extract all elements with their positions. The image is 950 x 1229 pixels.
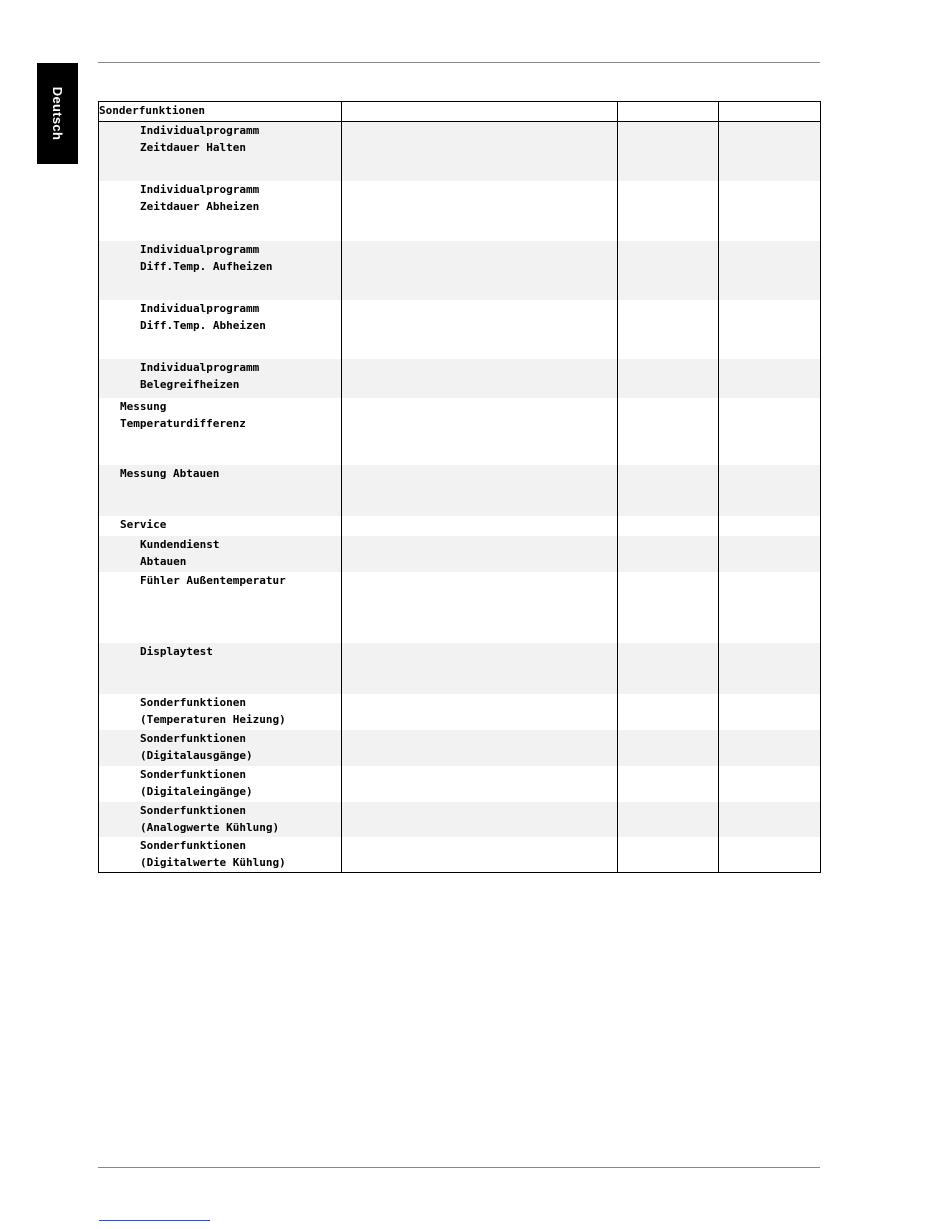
empty-cell [618,766,719,802]
row-label-cell [99,837,342,873]
row-label-cell [99,802,342,837]
row-label-line: Sonderfunktionen [140,731,246,745]
row-label-cell [99,516,342,536]
row-label-line: (Digitaleingänge) [140,784,253,798]
empty-cell [719,837,821,873]
row-label-line: Messung [120,399,167,413]
empty-cell [342,122,618,181]
empty-cell [342,359,618,398]
empty-cell [719,536,821,572]
table-row [99,694,821,730]
empty-cell [719,643,821,694]
row-label-cell [99,181,342,241]
empty-cell [618,643,719,694]
row-label-line: Fühler Außentemperatur [140,573,286,587]
row-label-line: Abtauen [140,554,187,568]
row-label-line: (Analogwerte Kühlung) [140,820,280,834]
row-label-cell [99,359,342,398]
row-label-line: Displaytest [140,644,213,658]
row-label-line: Zeitdauer Halten [140,141,246,154]
empty-cell [719,572,821,643]
table-row [99,837,821,873]
empty-cell [342,694,618,730]
table-row [99,516,821,536]
table-row [99,122,821,181]
footer-rule [98,1167,820,1168]
table-row [99,359,821,398]
empty-cell [342,643,618,694]
row-label-cell [99,122,342,181]
row-label-cell [99,300,342,359]
row-label-line: (Temperaturen Heizung) [140,712,286,726]
row-label-cell [99,465,342,516]
table-row [99,572,821,643]
table-row [99,643,821,694]
empty-cell [618,300,719,359]
row-label-cell [99,536,342,572]
language-tab [37,63,78,164]
special-functions-table [98,101,821,873]
empty-cell [342,300,618,359]
table-row [99,766,821,802]
table-row [99,730,821,766]
table-header-row [99,102,821,122]
row-label-line: Individualprogramm [140,301,260,315]
row-label-line: Sonderfunktionen [140,838,246,852]
empty-cell [618,536,719,572]
row-label-cell [99,643,342,694]
row-label-cell [99,572,342,643]
empty-cell [719,516,821,536]
row-label-line: Sonderfunktionen [140,767,246,781]
row-label-line: Zeitdauer Abheizen [140,199,260,213]
empty-cell [342,516,618,536]
empty-cell [719,694,821,730]
row-label-line: Kundendienst [140,537,220,551]
row-label-cell [99,241,342,300]
header-rule [98,62,820,63]
empty-cell [342,572,618,643]
empty-cell [342,465,618,516]
row-label-line: Individualprogramm [140,360,260,374]
empty-cell [618,241,719,300]
empty-cell [719,122,821,181]
language-tab-label: Deutsch [50,86,66,141]
row-label-line: Belegreifheizen [140,377,240,391]
empty-cell [618,359,719,398]
row-label-line: (Digitalwerte Kühlung) [140,855,286,869]
empty-cell [719,359,821,398]
row-label-line: Sonderfunktionen [140,695,246,709]
empty-cell [719,766,821,802]
row-label-line: Individualprogramm [140,242,260,256]
empty-cell [719,181,821,241]
table-row [99,802,821,837]
table-row [99,536,821,572]
empty-cell [719,300,821,359]
empty-cell [719,398,821,465]
table-header-cell: Sonderfunktionen [99,102,342,122]
empty-cell [618,465,719,516]
row-label-cell [99,730,342,766]
empty-cell [342,181,618,241]
empty-cell [719,730,821,766]
table-row [99,241,821,300]
row-label-line: (Digitalausgänge) [140,748,253,762]
empty-cell [342,536,618,572]
empty-cell [342,837,618,873]
row-label-line: Diff.Temp. Aufheizen [140,259,273,273]
empty-cell [342,766,618,802]
table-row [99,181,821,241]
empty-cell [618,122,719,181]
empty-cell [719,802,821,837]
empty-cell [719,465,821,516]
row-label-line: Temperaturdifferenz [120,416,246,430]
row-label-line: Sonderfunktionen [140,803,246,817]
row-label-line: Messung Abtauen [120,466,220,480]
empty-cell [618,802,719,837]
row-label-cell [99,694,342,730]
empty-cell [342,398,618,465]
table-row [99,398,821,465]
row-label-line: Individualprogramm [140,182,260,196]
empty-cell [618,516,719,536]
row-label-line: Individualprogramm [140,124,260,137]
empty-cell [342,730,618,766]
empty-cell [618,181,719,241]
empty-cell [618,572,719,643]
empty-cell [342,802,618,837]
table-row [99,300,821,359]
empty-cell [618,398,719,465]
row-label-line: Diff.Temp. Abheizen [140,318,266,332]
row-label-cell [99,398,342,465]
row-label-line: Service [120,517,167,531]
table-header-cell [719,102,821,122]
table-header-cell [618,102,719,122]
table-row [99,465,821,516]
empty-cell [618,730,719,766]
footer-link-line [99,1220,210,1221]
empty-cell [719,241,821,300]
empty-cell [342,241,618,300]
table-header-cell [342,102,618,122]
empty-cell [618,694,719,730]
table-body [99,122,821,873]
row-label-cell [99,766,342,802]
empty-cell [618,837,719,873]
